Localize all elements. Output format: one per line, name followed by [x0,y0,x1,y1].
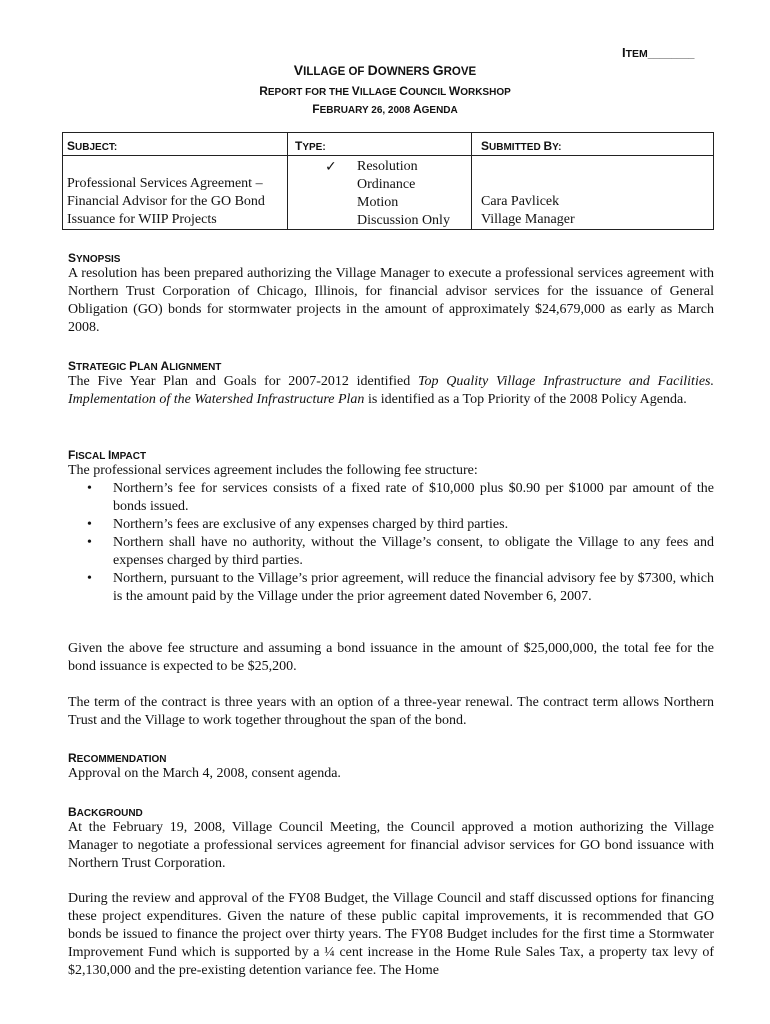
agenda-info-table [62,132,714,230]
fiscal-impact-heading: FISCAL IMPACT [68,448,147,462]
strategic-plan-text: The Five Year Plan and Goals for 2007-2012 identified Top Quality Village Infrastructure and Facilities. Implementation of the Watershed Infrastructure Plan is identified as a Top Priority of the 2008 Policy Agenda. [68,374,714,407]
background-heading: BACKGROUND [68,805,143,819]
fee-structure-list [68,480,714,606]
fiscal-intro: The professional services agreement includes the following fee structure: [68,463,478,478]
subject-line: Professional Services Agreement – [67,176,263,191]
list-item: • Northern’s fee for services consists of a fixed rate of $10,000 plus $0.90 per $1000 par amount of the bonds issued. [87,481,714,514]
submitter-title: Village Manager [481,212,575,227]
bullet-icon: • [87,535,92,550]
fiscal-total-fee-text: Given the above fee structure and assuming a bond issuance in the amount of $25,000,000, the total fee for the bond issuance is expected to be $25,200. [68,641,714,674]
item-number-label: ITEM________ [622,45,695,60]
type-motion: Motion [357,195,399,210]
list-item: • Northern, pursuant to the Village’s prior agreement, will reduce the financial advisory fee by $7300, which is the amount paid by the Village under the prior agreement dated November 6, 2007. [87,571,714,604]
agenda-date: FEBRUARY 26, 2008 AGENDA [312,102,458,116]
background-paragraph-2: During the review and approval of the FY08 Budget, the Village Council and staff discussed options for financing these project expenditures. Given the nature of these public capital improvements, it is recommended that GO bonds be issued to finance the project over thirty years. The FY08 Budget includes for the first time a Stormwater Improvement Fund which is supported by a ¼ cent increase in the Home Rule Sales Tax, a property tax levy of $2,130,000 and the pre-existing detention variance fee. The Home [68,891,714,978]
subject-text [67,175,287,229]
document-title: VILLAGE OF DOWNERS GROVE [293,62,477,78]
recommendation-heading: RECOMMENDATION [68,751,167,765]
bullet-icon: • [87,481,92,496]
submitted-by-header: SUBMITTED BY: [481,139,562,153]
recommendation-text: Approval on the March 4, 2008, consent agenda. [68,766,341,781]
submitted-by-text [481,193,575,229]
type-ordinance: Ordinance [357,177,416,192]
synopsis-heading: SYNOPSIS [68,251,121,265]
type-list [357,158,450,230]
list-item: • Northern shall have no authority, without the Village’s consent, to obligate the Village to any fees and expenses charged by third parties. [87,535,714,568]
subject-line: Financial Advisor for the GO Bond [67,194,265,209]
table-header-rule [63,155,713,156]
table-divider [471,133,472,229]
type-discussion-only: Discussion Only [357,213,450,228]
check-icon: ✓ [325,159,337,175]
list-item: • Northern’s fees are exclusive of any expenses charged by third parties. [87,517,509,532]
bullet-icon: • [87,571,92,586]
table-divider [287,133,288,229]
type-resolution: Resolution [357,159,418,174]
synopsis-text: A resolution has been prepared authorizing the Village Manager to execute a professional services agreement with Northern Trust Corporation of Chicago, Illinois, for financial advisor services for the issuance of General Obligation (GO) bonds for stormwater projects in the amount of approximately $24,679,000 as early as March 2008. [68,266,714,335]
background-paragraph-1: At the February 19, 2008, Village Council Meeting, the Council approved a motion authorizing the Village Manager to negotiate a professional services agreement for financial advisor services for GO bond issuance with Northern Trust Corporation. [68,820,714,871]
bullet-icon: • [87,517,92,532]
subject-header: SUBJECT: [67,139,118,153]
submitter-name: Cara Pavlicek [481,194,560,209]
subject-line: Issuance for WIIP Projects [67,212,217,227]
document-subtitle: REPORT FOR THE VILLAGE COUNCIL WORKSHOP [259,84,511,98]
strategic-plan-heading: STRATEGIC PLAN ALIGNMENT [68,359,222,373]
contract-term-text: The term of the contract is three years with an option of a three-year renewal. The contract term allows Northern Trust and the Village to work together throughout the span of the bond. [68,695,714,728]
type-header: TYPE: [295,139,326,153]
